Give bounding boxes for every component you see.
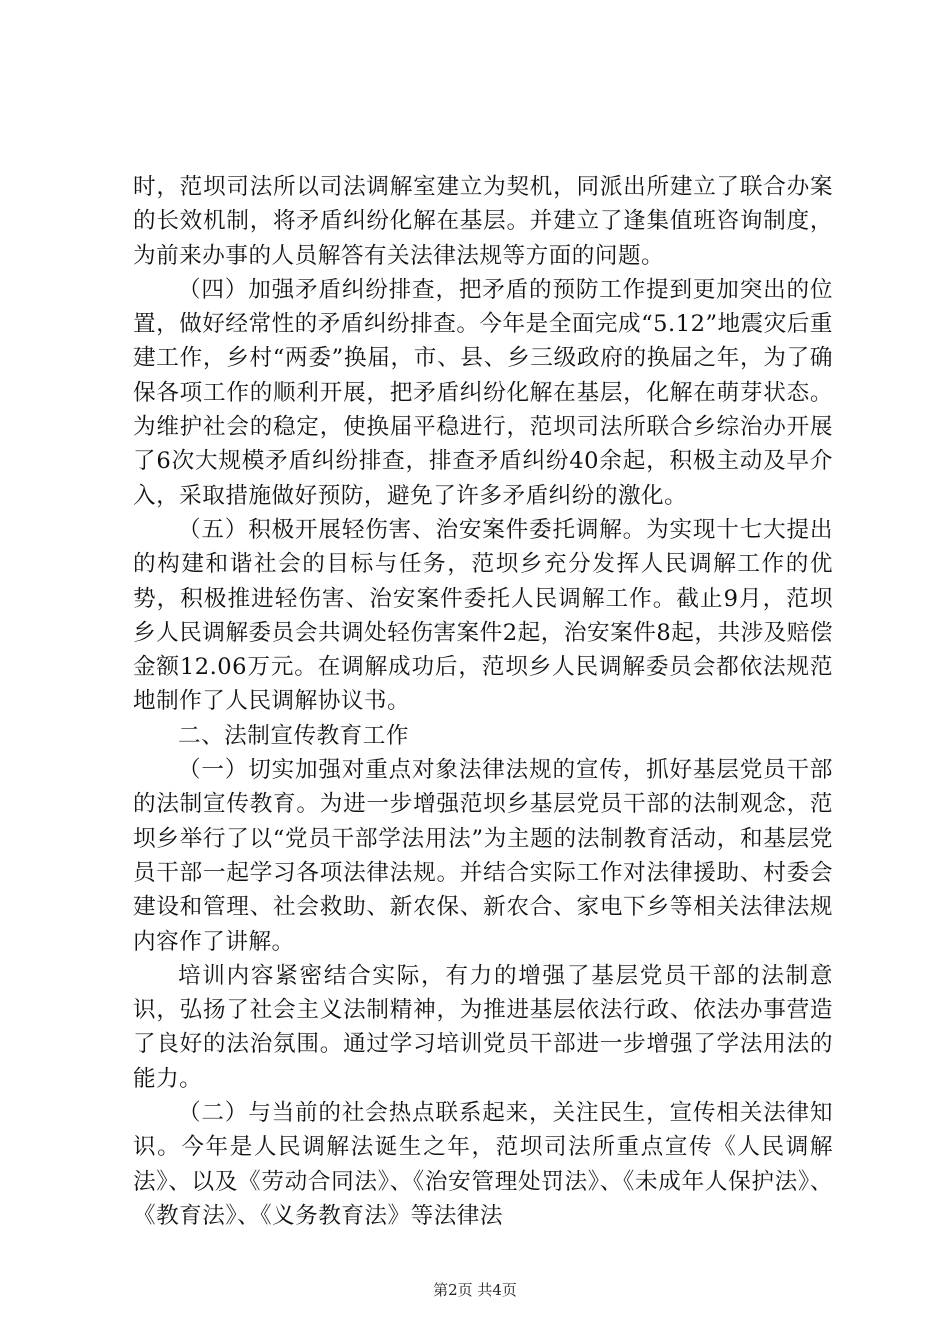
section-heading: 二、法制宣传教育工作 [178, 722, 409, 749]
page-number-footer: 第2页 共4页 [433, 1281, 517, 1299]
paragraph-3: （五）积极开展轻伤害、治安案件委托调解。为实现十七大提出的构建和谐社会的目标与任务，范坝乡充分发挥人民调解工作的优势，积极推进轻伤害、治安案件委托人民调解工作。截止9月，范坝乡人民调解委员会共调处轻伤害案件2起，治安案件8起，共涉及赔偿金额12.06万元。在调解成功后，范坝乡人民调解委员会都依法规范地制作了人民调解协议书。 [133, 516, 833, 715]
paragraph-2: （四）加强矛盾纠纷排查，把矛盾的预防工作提到更加突出的位置，做好经常性的矛盾纠纷排查。今年是全面完成“5.12”地震灾后重建工作，乡村“两委”换届，市、县、乡三级政府的换届之年，为了确保各项工作的顺利开展，把矛盾纠纷化解在基层，化解在萌芽状态。为维护社会的稳定，使换届平稳进行，范坝司法所联合乡综治办开展了6次大规模矛盾纠纷排查，排查矛盾纠纷40余起，积极主动及早介入，采取措施做好预防，避免了许多矛盾纠纷的激化。 [133, 276, 833, 509]
paragraph-6: （二）与当前的社会热点联系起来，关注民生，宣传相关法律知识。今年是人民调解法诞生之年，范坝司法所重点宣传《人民调解法》、以及《劳动合同法》、《治安管理处罚法》、《未成年人保护法》、《教育法》、《义务教育法》等法律法 [133, 1100, 833, 1229]
paragraph-4: （一）切实加强对重点对象法律法规的宣传，抓好基层党员干部的法制宣传教育。为进一步增强范坝乡基层党员干部的法制观念，范坝乡举行了以“党员干部学法用法”为主题的法制教育活动，和基层党员干部一起学习各项法律法规。并结合实际工作对法律援助、村委会建设和管理、社会救助、新农保、新农合、家电下乡等相关法律法规内容作了讲解。 [133, 757, 833, 955]
paragraph-5: 培训内容紧密结合实际，有力的增强了基层党员干部的法制意识，弘扬了社会主义法制精神，为推进基层依法行政、依法办事营造了良好的法治氛围。通过学习培训党员干部进一步增强了学法用法的能力。 [133, 962, 833, 1092]
paragraph-1: 时，范坝司法所以司法调解室建立为契机，同派出所建立了联合办案的长效机制，将矛盾纠纷化解在基层。并建立了逢集值班咨询制度，为前来办事的人员解答有关法律法规等方面的问题。 [133, 174, 833, 269]
document-body [133, 170, 833, 1233]
